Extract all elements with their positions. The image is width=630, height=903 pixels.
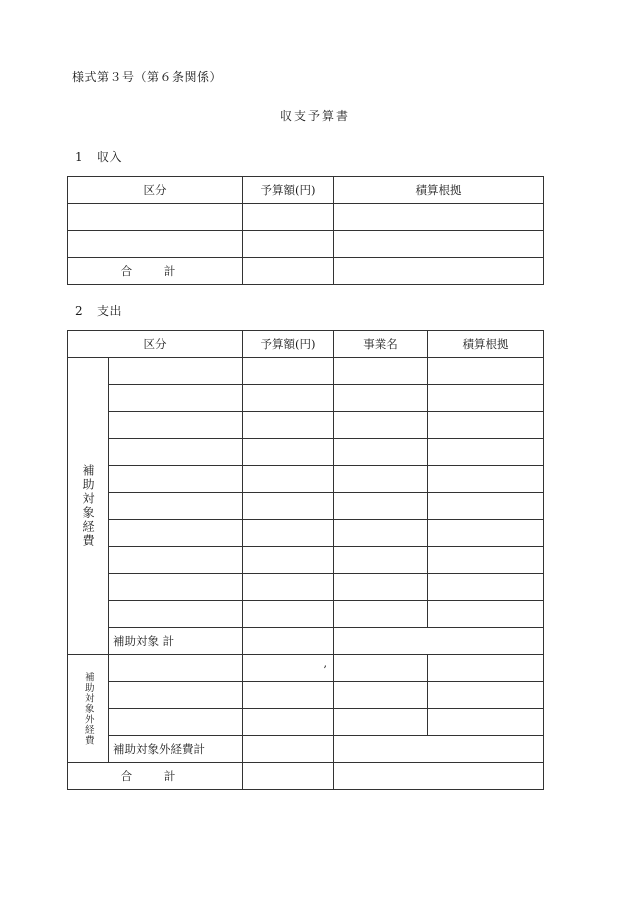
expense-total-row: [68, 763, 544, 790]
group2-subtotal-note-cell[interactable]: [334, 736, 544, 763]
expense-item-cell[interactable]: [109, 493, 243, 520]
form-number: 様式第３号（第６条関係）: [72, 70, 223, 84]
expense-row: [68, 439, 544, 466]
expense-row: [68, 520, 544, 547]
group2-subtotal-label: 補助対象外経費計: [109, 736, 243, 763]
expense-total-budget-cell[interactable]: [243, 763, 334, 790]
expense-table: [67, 330, 544, 790]
group2-label-cell: [68, 655, 109, 763]
expense-item-cell[interactable]: [109, 709, 243, 736]
income-total-basis-cell[interactable]: [334, 258, 544, 285]
expense-section-title: 支出: [97, 304, 123, 318]
expense-basis-cell[interactable]: [428, 439, 544, 466]
expense-project-cell[interactable]: [334, 547, 428, 574]
income-basis-cell[interactable]: [334, 204, 544, 231]
expense-item-cell[interactable]: [109, 439, 243, 466]
income-budget-cell[interactable]: [243, 231, 334, 258]
income-total-budget-cell[interactable]: [243, 258, 334, 285]
expense-item-cell[interactable]: [109, 466, 243, 493]
expense-row: [68, 682, 544, 709]
expense-row: [68, 709, 544, 736]
expense-basis-cell[interactable]: [428, 466, 544, 493]
expense-row: [68, 385, 544, 412]
expense-item-cell[interactable]: [109, 412, 243, 439]
group1-subtotal-budget-cell[interactable]: [243, 628, 334, 655]
expense-row: [68, 493, 544, 520]
expense-project-cell[interactable]: [334, 385, 428, 412]
expense-basis-cell[interactable]: [428, 520, 544, 547]
income-total-row: [68, 258, 544, 285]
group2-subtotal-budget-cell[interactable]: [243, 736, 334, 763]
income-row: [68, 231, 544, 258]
group2-label: 補助対象外経費: [82, 671, 94, 746]
expense-item-cell[interactable]: [109, 682, 243, 709]
comma-mark: ,: [323, 657, 327, 670]
expense-row: [68, 412, 544, 439]
expense-budget-cell[interactable]: [243, 493, 334, 520]
income-budget-cell[interactable]: [243, 204, 334, 231]
expense-budget-cell[interactable]: [243, 439, 334, 466]
income-header-budget: 予算額(円): [243, 177, 334, 204]
income-section-title: 収入: [97, 150, 123, 164]
group1-label: 補助対象経費: [81, 464, 95, 548]
document-title: 収支予算書: [279, 109, 350, 123]
expense-header-budget: 予算額(円): [243, 331, 334, 358]
expense-total-note-cell[interactable]: [334, 763, 544, 790]
expense-budget-cell[interactable]: [243, 520, 334, 547]
expense-item-cell[interactable]: [109, 574, 243, 601]
expense-basis-cell[interactable]: [428, 655, 544, 682]
expense-item-cell[interactable]: [109, 547, 243, 574]
income-section-heading: [75, 148, 122, 165]
expense-row: [68, 601, 544, 628]
expense-project-cell[interactable]: [334, 412, 428, 439]
expense-budget-cell[interactable]: [243, 655, 334, 682]
expense-total-label: 合 計: [68, 763, 243, 790]
income-row: [68, 204, 544, 231]
income-table: [67, 176, 544, 285]
group1-subtotal-note-cell[interactable]: [334, 628, 544, 655]
expense-project-cell[interactable]: [334, 574, 428, 601]
income-category-cell[interactable]: [68, 231, 243, 258]
expense-item-cell[interactable]: [109, 655, 243, 682]
expense-budget-cell[interactable]: [243, 709, 334, 736]
group1-subtotal-row: [68, 628, 544, 655]
group1-subtotal-label: 補助対象 計: [109, 628, 243, 655]
income-section-number: 1: [75, 150, 84, 164]
income-basis-cell[interactable]: [334, 231, 544, 258]
expense-project-cell[interactable]: [334, 709, 428, 736]
expense-basis-cell[interactable]: [428, 385, 544, 412]
expense-row: [68, 547, 544, 574]
expense-budget-cell[interactable]: [243, 385, 334, 412]
expense-item-cell[interactable]: [109, 358, 243, 385]
expense-project-cell[interactable]: [334, 601, 428, 628]
expense-row: [68, 655, 544, 682]
income-header-basis: 積算根拠: [334, 177, 544, 204]
group1-label-cell: [68, 358, 109, 655]
expense-project-cell[interactable]: [334, 358, 428, 385]
expense-section-heading: [75, 302, 122, 319]
income-category-cell[interactable]: [68, 204, 243, 231]
expense-row: [68, 574, 544, 601]
expense-header-basis: 積算根拠: [428, 331, 544, 358]
expense-basis-cell[interactable]: [428, 601, 544, 628]
expense-budget-cell[interactable]: [243, 412, 334, 439]
expense-row: [68, 466, 544, 493]
expense-project-cell[interactable]: [334, 520, 428, 547]
expense-basis-cell[interactable]: [428, 493, 544, 520]
expense-budget-cell[interactable]: [243, 466, 334, 493]
expense-basis-cell[interactable]: [428, 358, 544, 385]
expense-item-cell[interactable]: [109, 385, 243, 412]
expense-basis-cell[interactable]: [428, 709, 544, 736]
group2-subtotal-row: [68, 736, 544, 763]
expense-budget-cell[interactable]: [243, 574, 334, 601]
income-header-row: [68, 177, 544, 204]
expense-project-cell[interactable]: [334, 466, 428, 493]
expense-header-category: 区分: [68, 331, 243, 358]
income-header-category: 区分: [68, 177, 243, 204]
expense-project-cell[interactable]: [334, 493, 428, 520]
expense-basis-cell[interactable]: [428, 682, 544, 709]
expense-budget-cell[interactable]: [243, 682, 334, 709]
expense-header-project: 事業名: [334, 331, 428, 358]
expense-basis-cell[interactable]: [428, 412, 544, 439]
expense-budget-cell[interactable]: [243, 601, 334, 628]
expense-item-cell[interactable]: [109, 520, 243, 547]
expense-row: [68, 358, 544, 385]
expense-header-row: [68, 331, 544, 358]
expense-basis-cell[interactable]: [428, 574, 544, 601]
income-total-label: 合 計: [68, 258, 243, 285]
expense-budget-cell[interactable]: [243, 547, 334, 574]
expense-basis-cell[interactable]: [428, 547, 544, 574]
expense-item-cell[interactable]: [109, 601, 243, 628]
expense-project-cell[interactable]: [334, 682, 428, 709]
expense-project-cell[interactable]: [334, 439, 428, 466]
expense-budget-cell[interactable]: [243, 358, 334, 385]
expense-section-number: 2: [75, 304, 84, 318]
expense-project-cell[interactable]: [334, 655, 428, 682]
